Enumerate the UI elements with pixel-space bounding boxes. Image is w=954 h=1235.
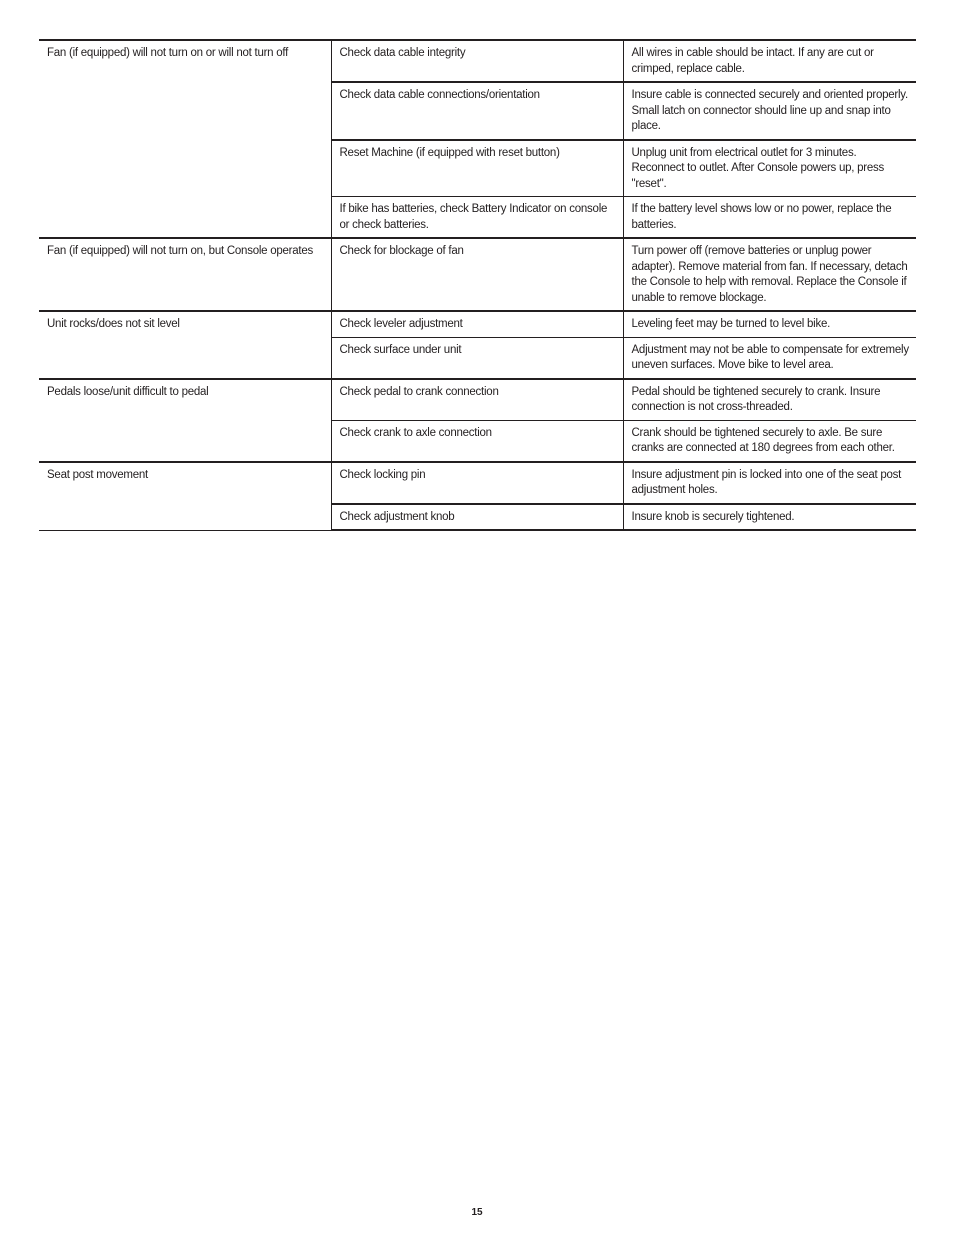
solution-cell: Crank should be tightened securely to axle. Be sure cranks are connected at 180 degrees from each other. <box>623 420 916 462</box>
solution-cell: Unplug unit from electrical outlet for 3 minutes. Reconnect to outlet. After Console powers up, press "reset". <box>623 140 916 197</box>
cause-cell: Check data cable connections/orientation <box>331 82 623 140</box>
table-row <box>39 311 916 337</box>
solution-cell: Adjustment may not be able to compensate for extremely uneven surfaces. Move bike to level area. <box>623 337 916 379</box>
cause-cell: Check locking pin <box>331 462 623 504</box>
cause-cell: Check leveler adjustment <box>331 311 623 337</box>
cause-cell: Check data cable integrity <box>331 40 623 82</box>
solution-cell: Insure cable is connected securely and oriented properly. Small latch on connector should line up and snap into place. <box>623 82 916 140</box>
cause-cell: Check surface under unit <box>331 337 623 379</box>
table-row <box>39 462 916 504</box>
problem-cell: Seat post movement <box>39 462 331 531</box>
table-row <box>39 238 916 311</box>
page-number: 15 <box>471 1207 483 1218</box>
problem-cell: Fan (if equipped) will not turn on, but Console operates <box>39 238 331 311</box>
cause-cell: Reset Machine (if equipped with reset button) <box>331 140 623 197</box>
cause-cell: Check pedal to crank connection <box>331 379 623 421</box>
solution-cell: If the battery level shows low or no power, replace the batteries. <box>623 197 916 239</box>
solution-cell: Turn power off (remove batteries or unplug power adapter). Remove material from fan. If necessary, detach the Console to help with removal. Replace the Console if unable to remove blockage. <box>623 238 916 311</box>
cause-cell: If bike has batteries, check Battery Indicator on console or check batteries. <box>331 197 623 239</box>
table-row <box>39 379 916 421</box>
problem-cell: Unit rocks/does not sit level <box>39 311 331 379</box>
solution-cell: Insure adjustment pin is locked into one of the seat post adjustment holes. <box>623 462 916 504</box>
solution-cell: Leveling feet may be turned to level bike. <box>623 311 916 337</box>
solution-cell: Insure knob is securely tightened. <box>623 504 916 531</box>
solution-cell: Pedal should be tightened securely to crank. Insure connection is not cross-threaded. <box>623 379 916 421</box>
solution-cell: All wires in cable should be intact. If any are cut or crimped, replace cable. <box>623 40 916 82</box>
table-row <box>39 40 916 82</box>
problem-cell: Fan (if equipped) will not turn on or will not turn off <box>39 40 331 238</box>
troubleshooting-table <box>39 39 916 531</box>
cause-cell: Check crank to axle connection <box>331 420 623 462</box>
cause-cell: Check adjustment knob <box>331 504 623 531</box>
problem-cell: Pedals loose/unit difficult to pedal <box>39 379 331 462</box>
cause-cell: Check for blockage of fan <box>331 238 623 311</box>
